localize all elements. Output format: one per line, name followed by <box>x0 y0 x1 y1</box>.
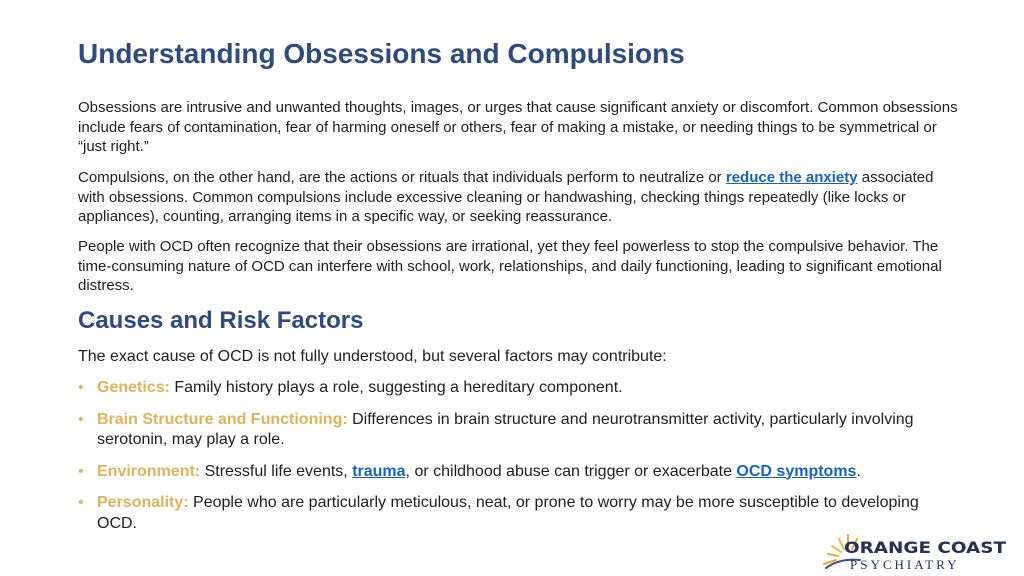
causes-intro: The exact cause of OCD is not fully understood, but several factors may contribute: <box>78 348 667 365</box>
causes-heading: Causes and Risk Factors <box>78 307 364 334</box>
obsessions-paragraph: Obsessions are intrusive and unwanted thoughts, images, or urges that cause significant anxiety or discomfort. Common obsessions include fears of contamination, fear of harming oneself or others, fear of making a mistake, or needing things to be symmetrical or “just right.” <box>78 99 958 155</box>
causes-list <box>78 378 948 545</box>
compulsions-text-end: associated with obsessions. Common compulsions include excessive cleaning or handwashing, checking things repeatedly (like locks or appliances), counting, arranging items in a specific way, or seeking reassurance. <box>78 169 934 225</box>
term-brain: Brain Structure and Functioning: <box>97 410 348 428</box>
reduce-anxiety-link[interactable]: reduce the anxiety <box>725 169 858 186</box>
personality-text: People who are particularly meticulous, neat, or prone to worry may be more susceptible to developing OCD. <box>97 494 919 532</box>
list-item-environment <box>78 462 948 483</box>
list-item-genetics <box>78 378 948 399</box>
environment-text-mid: , or childhood abuse can trigger or exacerbate <box>405 462 737 480</box>
bullet-icon: • <box>78 410 84 428</box>
ocd-impact-paragraph: People with OCD often recognize that their obsessions are irrational, yet they feel powerless to stop the compulsive behavior. The time-consuming nature of OCD can interfere with school, work, relationships, and daily functioning, leading to significant emotional distress. <box>78 238 942 294</box>
logo-line1: ORANGE COAST <box>844 538 1007 557</box>
term-personality: Personality: <box>97 494 189 511</box>
list-item-brain <box>78 410 948 451</box>
page-title: Understanding Obsessions and Compulsions <box>78 38 685 69</box>
compulsions-text-start: Compulsions, on the other hand, are the actions or rituals that individuals perform to neutralize or <box>78 169 726 186</box>
orange-coast-logo <box>820 528 1010 572</box>
bullet-icon: • <box>78 494 84 511</box>
brain-text: Differences in brain structure and neurotransmitter activity, particularly involving serotonin, may play a role. <box>97 410 914 448</box>
trauma-link[interactable]: trauma <box>352 462 406 480</box>
list-item-personality <box>78 493 948 534</box>
logo-line2: PSYCHIATRY <box>850 557 960 572</box>
environment-text-end: . <box>856 462 861 480</box>
bullet-icon: • <box>78 462 84 480</box>
ocd-symptoms-link[interactable]: OCD symptoms <box>736 462 857 480</box>
term-genetics: Genetics: <box>97 379 170 396</box>
bullet-icon: • <box>78 379 84 396</box>
environment-text-start: Stressful life events, <box>200 462 353 480</box>
compulsions-paragraph <box>78 168 958 227</box>
genetics-text: Family history plays a role, suggesting a hereditary component. <box>169 379 623 396</box>
term-environment: Environment: <box>97 462 201 480</box>
